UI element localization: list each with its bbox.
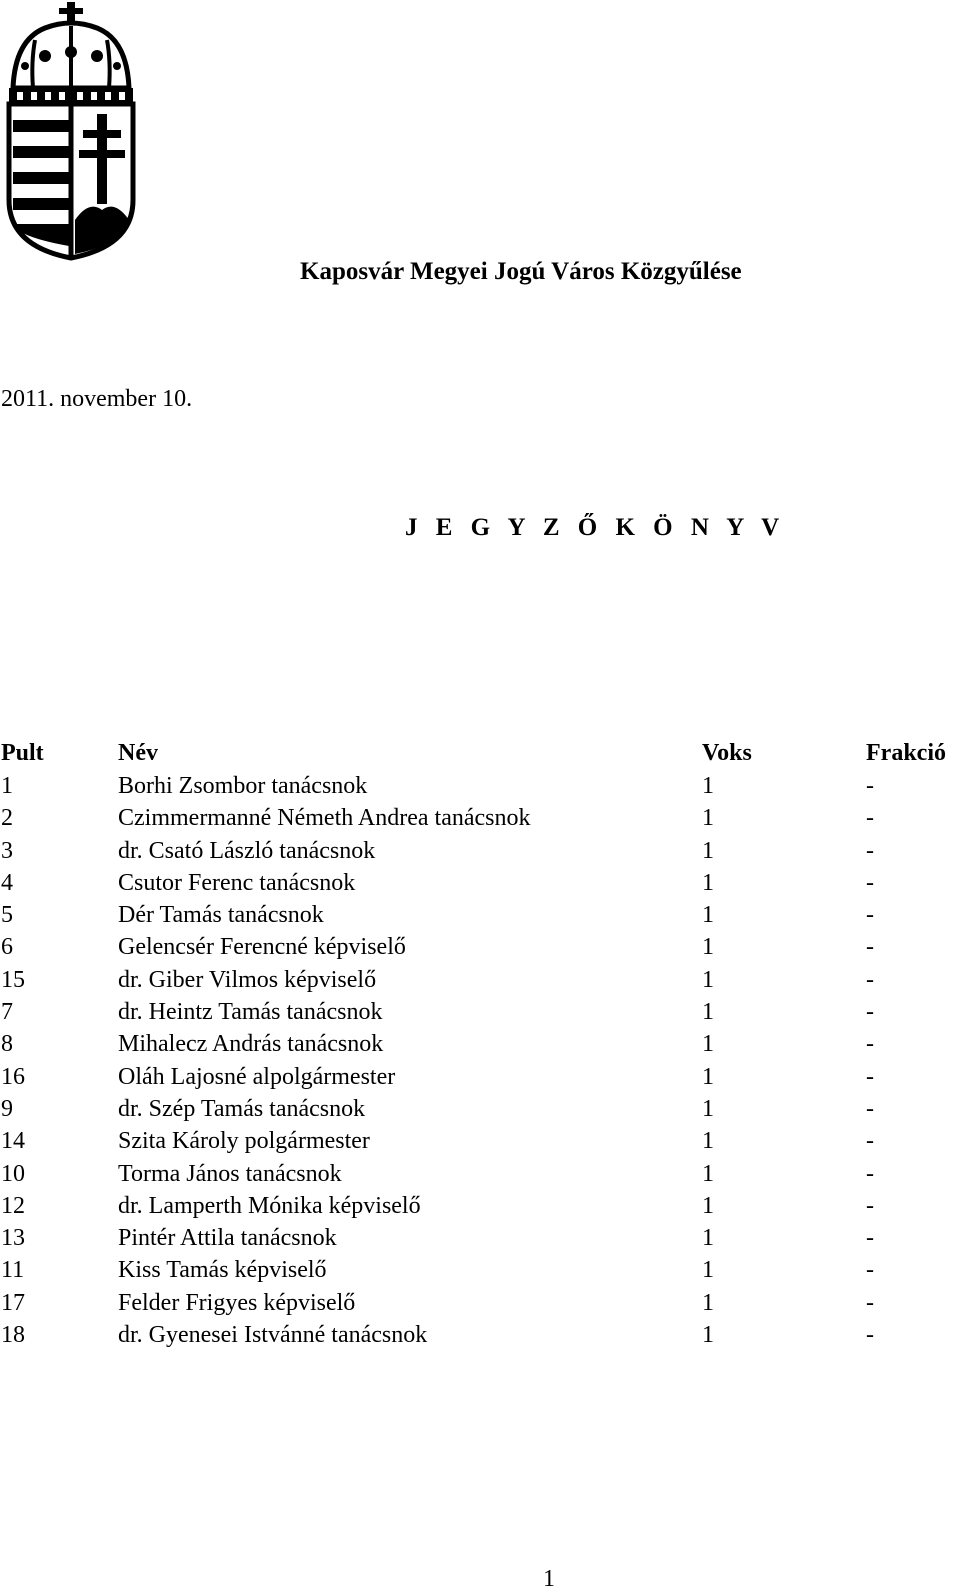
coat-of-arms-of-hungary-icon — [5, 0, 137, 262]
table-row — [0, 1257, 960, 1289]
cell-nev: dr. Gyenesei Istvánné tanácsnok — [118, 1322, 428, 1349]
cell-pult: 7 — [1, 999, 13, 1026]
cell-voks: 1 — [702, 934, 714, 961]
table-row — [0, 902, 960, 934]
cell-voks: 1 — [702, 1225, 714, 1252]
cell-frakcio: - — [866, 1257, 874, 1284]
column-header-pult: Pult — [1, 740, 44, 766]
cell-frakcio: - — [866, 1128, 874, 1155]
cell-voks: 1 — [702, 1031, 714, 1058]
cell-nev: dr. Csató László tanácsnok — [118, 837, 376, 864]
cell-frakcio: - — [866, 1095, 874, 1122]
cell-voks: 1 — [702, 999, 714, 1026]
cell-nev: Torma János tanácsnok — [118, 1160, 342, 1187]
cell-frakcio: - — [866, 934, 874, 961]
cell-pult: 10 — [1, 1160, 25, 1187]
table-row — [0, 999, 960, 1031]
cell-frakcio: - — [866, 1031, 874, 1058]
meeting-date: 2011. november 10. — [1, 386, 193, 412]
cell-frakcio: - — [866, 1160, 874, 1187]
cell-pult: 17 — [1, 1289, 25, 1316]
cell-voks: 1 — [702, 1095, 714, 1122]
cell-pult: 1 — [1, 773, 13, 799]
cell-nev: Oláh Lajosné alpolgármester — [118, 1063, 396, 1090]
table-row — [0, 1225, 960, 1257]
cell-frakcio: - — [866, 837, 874, 864]
cell-pult: 2 — [1, 805, 13, 832]
cell-pult: 5 — [1, 902, 13, 929]
cell-nev: Borhi Zsombor tanácsnok — [118, 773, 368, 799]
organization-title: Kaposvár Megyei Jogú Város Közgyűlése — [300, 258, 742, 285]
table-row — [0, 773, 960, 805]
table-row — [0, 1161, 960, 1193]
cell-frakcio: - — [866, 966, 874, 993]
cell-nev: Kiss Tamás képviselő — [118, 1257, 327, 1284]
cell-pult: 14 — [1, 1128, 25, 1155]
cell-voks: 1 — [702, 902, 714, 929]
cell-voks: 1 — [702, 1322, 714, 1349]
cell-voks: 1 — [702, 1160, 714, 1187]
column-header-nev: Név — [118, 740, 158, 766]
cell-voks: 1 — [702, 805, 714, 832]
cell-frakcio: - — [866, 1192, 874, 1219]
table-row — [0, 805, 960, 837]
column-header-frakcio: Frakció — [866, 740, 946, 766]
cell-nev: Szita Károly polgármester — [118, 1128, 370, 1155]
cell-frakcio: - — [866, 999, 874, 1026]
cell-pult: 18 — [1, 1322, 25, 1349]
cell-pult: 15 — [1, 966, 25, 993]
cell-nev: dr. Szép Tamás tanácsnok — [118, 1095, 366, 1122]
cell-nev: dr. Giber Vilmos képviselő — [118, 966, 377, 993]
attendance-table — [0, 740, 960, 1354]
table-row — [0, 1031, 960, 1063]
cell-nev: Dér Tamás tanácsnok — [118, 902, 324, 929]
cell-nev: Mihalecz András tanácsnok — [118, 1031, 384, 1058]
cell-frakcio: - — [866, 902, 874, 929]
cell-voks: 1 — [702, 1289, 714, 1316]
cell-pult: 11 — [1, 1257, 25, 1284]
cell-pult: 4 — [1, 869, 13, 896]
cell-nev: Csutor Ferenc tanácsnok — [118, 869, 356, 896]
table-row — [0, 1322, 960, 1354]
cell-nev: Pintér Attila tanácsnok — [118, 1225, 337, 1252]
cell-nev: Felder Frigyes képviselő — [118, 1289, 356, 1316]
cell-pult: 6 — [1, 934, 13, 961]
page-number: 1 — [543, 1566, 555, 1592]
table-body — [0, 773, 960, 1354]
cell-nev: Gelencsér Ferencné képviselő — [118, 934, 406, 961]
cell-voks: 1 — [702, 966, 714, 993]
table-row — [0, 967, 960, 999]
cell-frakcio: - — [866, 1322, 874, 1349]
cell-voks: 1 — [702, 1128, 714, 1155]
cell-pult: 8 — [1, 1031, 13, 1058]
cell-voks: 1 — [702, 1257, 714, 1284]
cell-pult: 12 — [1, 1192, 25, 1219]
cell-voks: 1 — [702, 869, 714, 896]
cell-pult: 9 — [1, 1095, 13, 1122]
cell-voks: 1 — [702, 837, 714, 864]
cell-pult: 16 — [1, 1063, 25, 1090]
column-header-voks: Voks — [702, 740, 752, 766]
cell-frakcio: - — [866, 1225, 874, 1252]
cell-voks: 1 — [702, 1192, 714, 1219]
table-row — [0, 870, 960, 902]
document-title: J E G Y Z Ő K Ö N Y V — [405, 514, 786, 541]
table-row — [0, 934, 960, 966]
cell-nev: dr. Lamperth Mónika képviselő — [118, 1192, 421, 1219]
table-row — [0, 1064, 960, 1096]
cell-nev: Czimmermanné Németh Andrea tanácsnok — [118, 805, 531, 832]
table-row — [0, 1290, 960, 1322]
table-row — [0, 838, 960, 870]
cell-nev: dr. Heintz Tamás tanácsnok — [118, 999, 383, 1026]
cell-pult: 3 — [1, 837, 13, 864]
cell-voks: 1 — [702, 773, 714, 799]
table-row — [0, 1096, 960, 1128]
cell-frakcio: - — [866, 1063, 874, 1090]
cell-pult: 13 — [1, 1225, 25, 1252]
cell-voks: 1 — [702, 1063, 714, 1090]
cell-frakcio: - — [866, 869, 874, 896]
table-row — [0, 1128, 960, 1160]
table-row — [0, 1193, 960, 1225]
cell-frakcio: - — [866, 805, 874, 832]
cell-frakcio: - — [866, 773, 874, 799]
cell-frakcio: - — [866, 1289, 874, 1316]
table-header-row — [0, 740, 960, 773]
